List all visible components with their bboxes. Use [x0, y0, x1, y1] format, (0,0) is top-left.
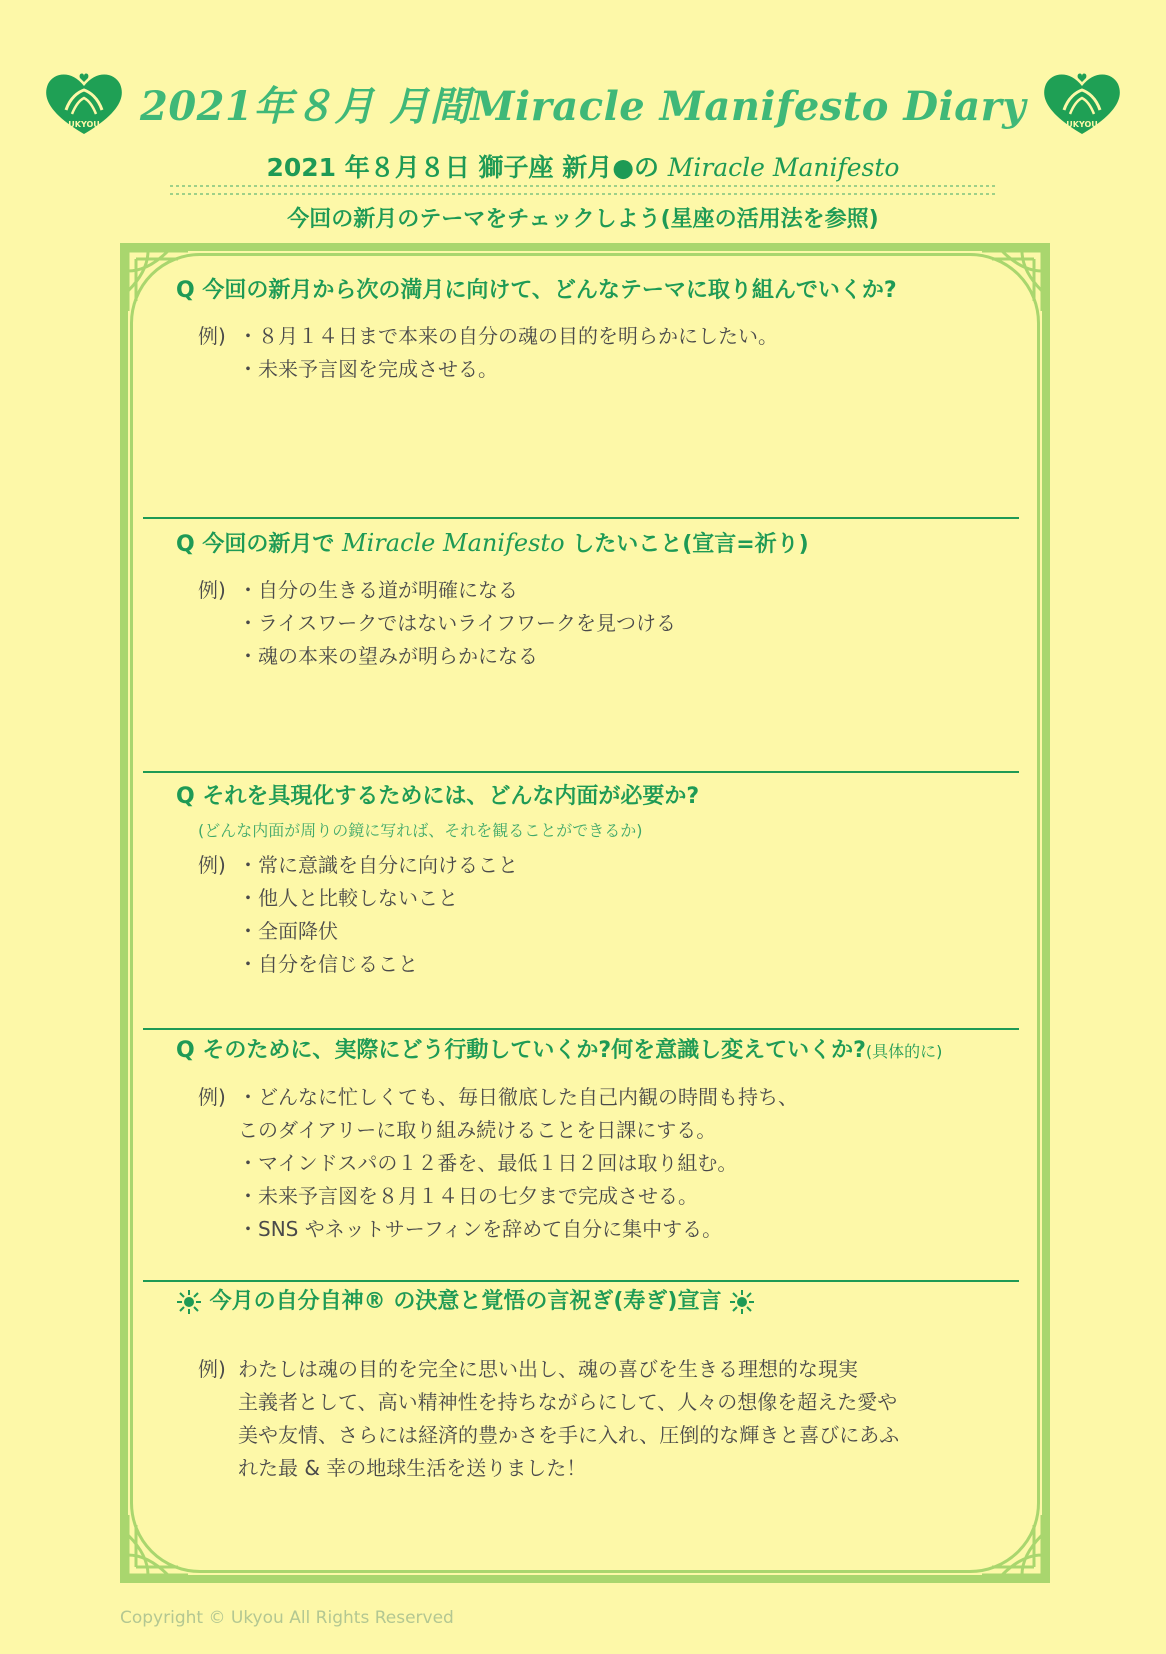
list-item: [198, 320, 1016, 353]
list-item: [198, 849, 1016, 882]
sunburst-icon: [729, 1289, 755, 1315]
list-item: [198, 882, 1016, 915]
example-text: ・SNS やネットサーフィンを辞めて自分に集中する。: [238, 1217, 723, 1241]
declaration-title-text: 今月の自分自神® の決意と覚悟の言祝ぎ(寿ぎ)宣言: [209, 1289, 722, 1314]
example-text: ・自分の生きる道が明確になる: [238, 578, 518, 602]
example-text: ・全面降伏: [238, 919, 338, 943]
example-label: 例): [198, 853, 226, 877]
question-title: [176, 528, 1016, 560]
subtitle-prefix: 2021 年８月８日 獅子座 新月●の: [266, 153, 668, 182]
example-text: ・常に意識を自分に向けること: [238, 853, 518, 877]
subtitle: [0, 148, 1166, 184]
example-text: 美や友情、さらには経済的豊かさを手に入れ、圧倒的な輝きと喜びにあふ: [238, 1423, 900, 1447]
list-item: [198, 640, 1016, 673]
example-text: このダイアリーに取り組み続けることを日課にする。: [238, 1118, 717, 1142]
list-item: [198, 1213, 1016, 1246]
heart-logo-icon: [42, 70, 126, 136]
example-text: わたしは魂の目的を完全に思い出し、魂の喜びを生きる理想的な現実: [238, 1357, 858, 1381]
example-text: ・マインドスパの１２番を、最低１日２回は取り組む。: [238, 1151, 738, 1175]
example-list: [198, 849, 1016, 981]
example-text: ・魂の本来の望みが明らかになる: [238, 644, 538, 668]
logo-text: UKYOU: [1066, 120, 1098, 129]
list-item: [198, 1386, 1016, 1419]
section-manifest: [176, 528, 1016, 673]
example-list: [198, 574, 1016, 673]
page-title: 2021年８月 月間Miracle Manifesto Diary: [140, 82, 1026, 130]
question-title-script: Miracle Manifesto: [342, 529, 565, 557]
copyright: Copyright © Ukyou All Rights Reserved: [120, 1608, 454, 1628]
question-title: [176, 1036, 1016, 1067]
example-text: ・未来予言図を完成させる。: [238, 357, 498, 381]
question-title: Q それを具現化するためには、どんな内面が必要か?: [176, 784, 700, 809]
subtitle-script: Miracle Manifesto: [667, 153, 900, 182]
example-text: ・ライスワークではないライフワークを見つける: [238, 611, 676, 635]
header: [68, 68, 1098, 138]
list-item: [198, 1114, 1016, 1147]
list-item: [198, 1081, 1016, 1114]
example-label: 例): [198, 1085, 226, 1109]
logo-text: UKYOU: [68, 120, 100, 129]
corner-ornament-icon: [962, 1495, 1042, 1575]
example-text: ・８月１４日まで本来の自分の魂の目的を明らかにしたい。: [238, 324, 778, 348]
question-title-main: Q そのために、実際にどう行動していくか?何を意識し変えていくか?: [176, 1038, 866, 1063]
section-divider: [143, 1280, 1019, 1282]
list-item: [198, 607, 1016, 640]
declaration-title: [176, 1287, 1016, 1317]
example-list: [198, 1081, 1016, 1246]
example-text: ・どんなに忙しくても、毎日徹底した自己内観の時間も持ち、: [238, 1085, 798, 1109]
example-list: [198, 320, 1016, 386]
section-divider: [143, 1028, 1019, 1030]
list-item: [198, 915, 1016, 948]
question-title-suffix: したいこと(宣言=祈り): [564, 532, 809, 557]
sunburst-icon: [176, 1289, 202, 1315]
example-text: ・未来予言図を８月１４日の七夕まで完成させる。: [238, 1184, 698, 1208]
decorative-divider: [170, 184, 996, 196]
section-action: [176, 1036, 1016, 1246]
heart-logo-icon: [1040, 70, 1124, 136]
theme-instruction: 今回の新月のテーマをチェックしよう(星座の活用法を参照): [287, 207, 879, 232]
example-list: [198, 1353, 1016, 1485]
example-text: ・自分を信じること: [238, 952, 418, 976]
example-label: 例): [198, 578, 226, 602]
section-divider: [143, 517, 1019, 519]
question-title-small: (具体的に): [865, 1042, 943, 1061]
example-text: 主義者として、高い精神性を持ちながらにして、人々の想像を超えた愛や: [238, 1390, 898, 1414]
question-title: Q 今回の新月から次の満月に向けて、どんなテーマに取り組んでいくか?: [176, 278, 897, 303]
example-label: 例): [198, 1357, 226, 1381]
example-text: れた最 & 幸の地球生活を送りました！: [238, 1456, 587, 1480]
question-note: (どんな内面が周りの鏡に写れば、それを観ることができるか): [198, 821, 643, 840]
list-item: [198, 1419, 1016, 1452]
list-item: [198, 353, 1016, 386]
section-divider: [143, 771, 1019, 773]
list-item: [198, 574, 1016, 607]
list-item: [198, 1147, 1016, 1180]
list-item: [198, 1180, 1016, 1213]
example-label: 例): [198, 324, 226, 348]
section-declaration: [176, 1287, 1016, 1485]
section-theme: [176, 276, 1016, 386]
question-title-prefix: Q 今回の新月で: [176, 532, 343, 557]
list-item: [198, 1353, 1016, 1386]
example-text: ・他人と比較しないこと: [238, 886, 458, 910]
corner-ornament-icon: [128, 1495, 208, 1575]
section-inner-state: [176, 782, 1016, 981]
list-item: [198, 948, 1016, 981]
list-item: [198, 1452, 1016, 1485]
